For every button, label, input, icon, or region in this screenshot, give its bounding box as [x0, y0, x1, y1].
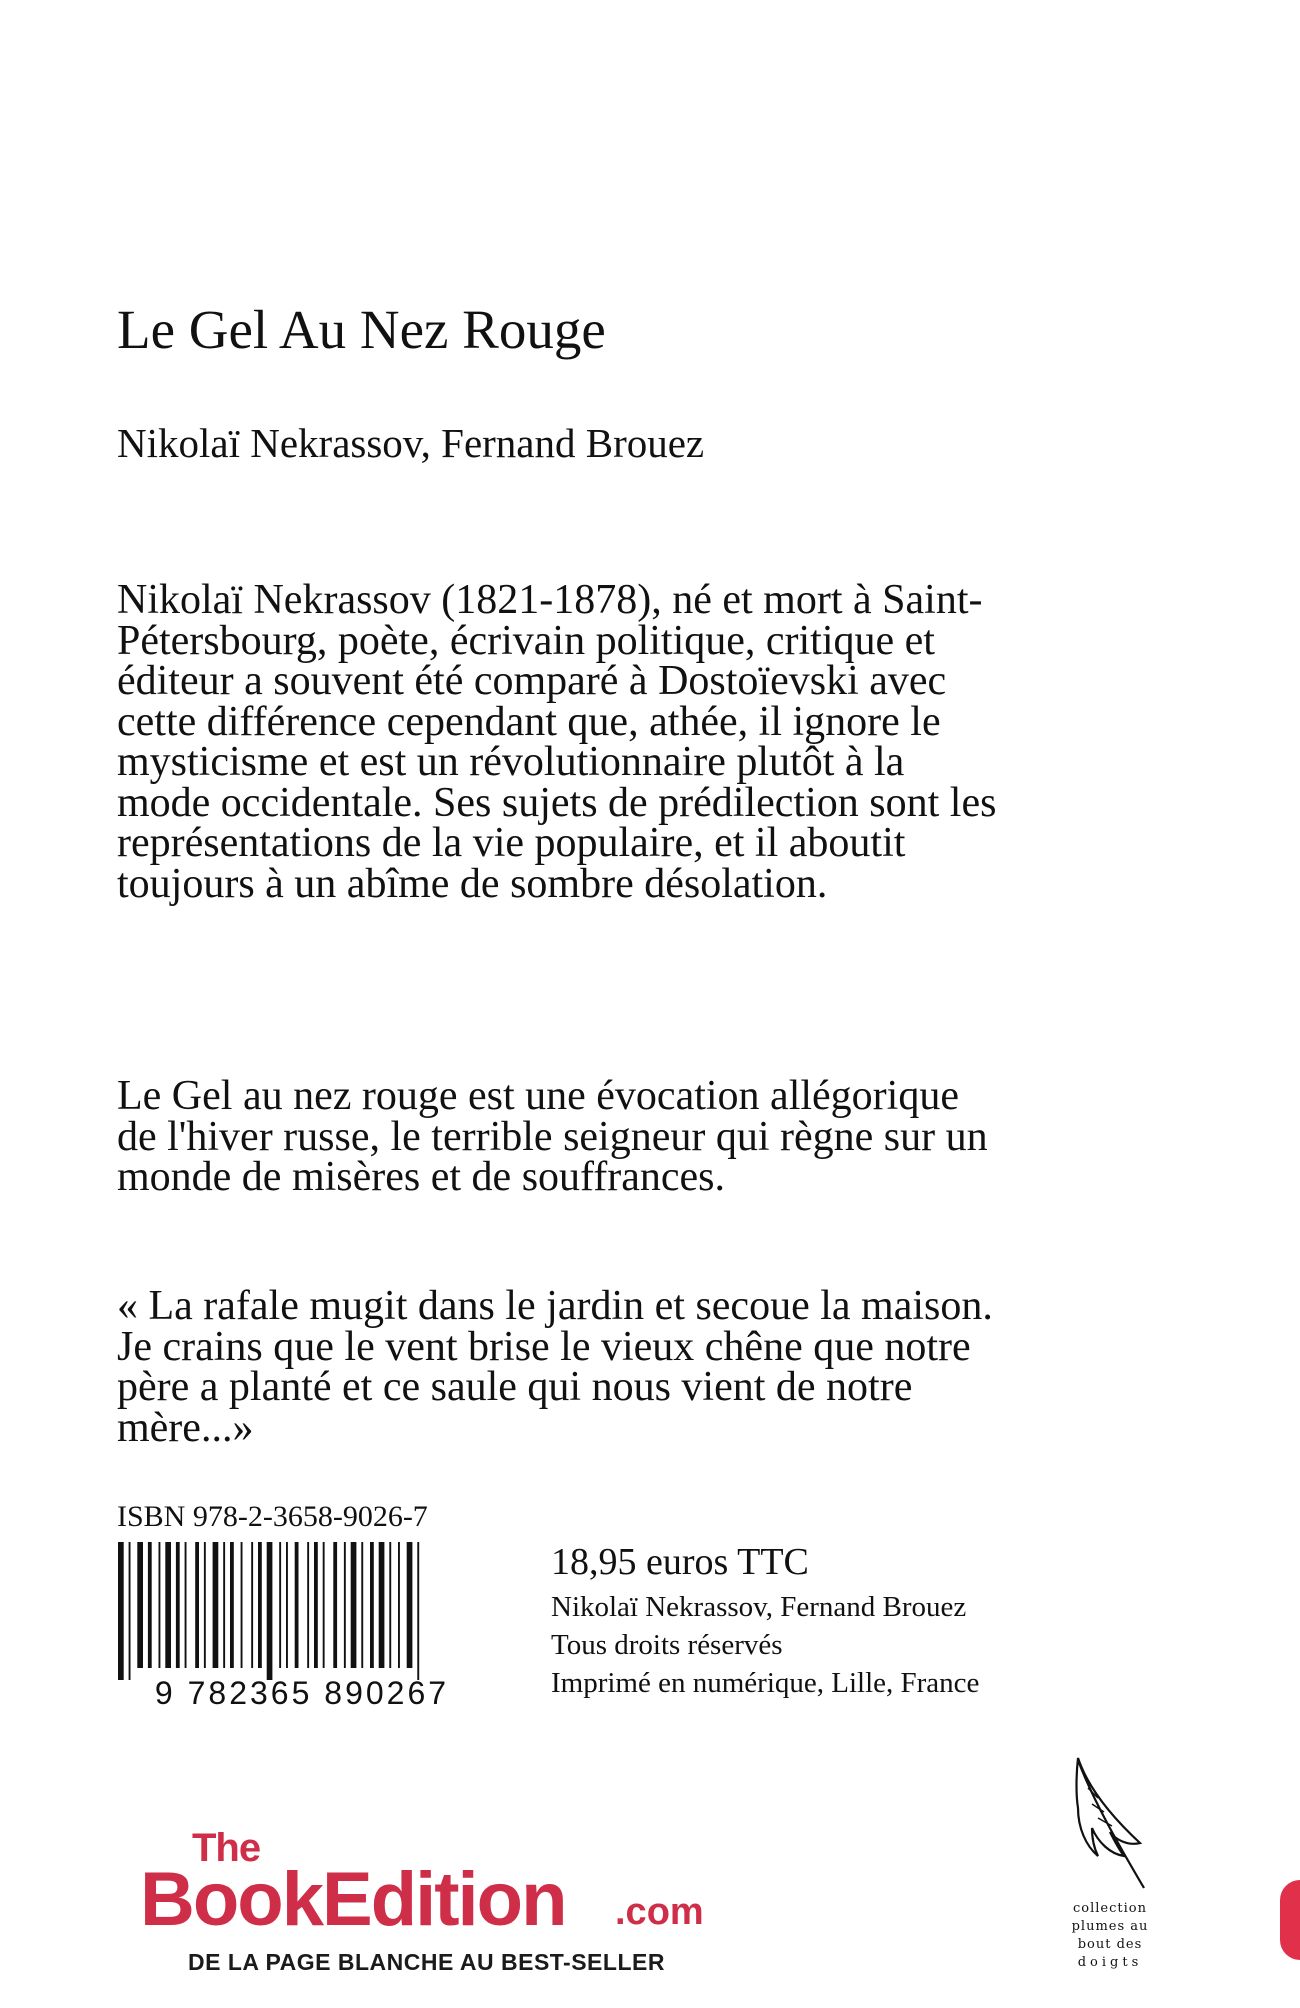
collection-line: bout des — [1077, 1937, 1143, 1952]
barcode-bar — [118, 1542, 124, 1680]
isbn-label: ISBN 978-2-3658-9026-7 — [117, 1500, 428, 1533]
barcode-digits: 9 782365 890267 — [154, 1675, 450, 1710]
barcode-bar — [379, 1542, 385, 1668]
isbn-barcode — [112, 1534, 492, 1710]
book-title: Le Gel Au Nez Rouge — [117, 299, 606, 360]
barcode-bar — [389, 1542, 391, 1668]
publisher-tagline: DE LA PAGE BLANCHE AU BEST-SELLER — [188, 1949, 665, 1975]
publisher-logo — [140, 1826, 704, 1988]
barcode-bar — [129, 1542, 131, 1680]
barcode-bar — [333, 1542, 337, 1668]
barcode-bar — [185, 1542, 187, 1668]
collection-line: plumes au — [1071, 1919, 1149, 1934]
quote-paragraph: « La rafale mugit dans le jardin et secoue la maison. Je crains que le vent brise le vieux chêne que notre père a planté et ce saule qui nous vient de notre mère...» — [117, 1283, 993, 1451]
barcode-bar — [351, 1542, 357, 1668]
barcode-bar — [204, 1542, 206, 1668]
barcode-bar — [407, 1542, 413, 1668]
barcode-bar — [137, 1542, 143, 1668]
printing-info: Imprimé en numérique, Lille, France — [551, 1667, 980, 1699]
barcode-bar — [165, 1542, 171, 1668]
barcode-bar — [159, 1542, 161, 1668]
barcode-bar — [279, 1542, 281, 1668]
rights-authors: Nikolaï Nekrassov, Fernand Brouez — [551, 1591, 967, 1623]
publisher-logo-name: BookEdition — [140, 1857, 566, 1942]
barcode-bar — [307, 1542, 309, 1668]
collection-logo — [1040, 1748, 1190, 1988]
barcode-bar — [241, 1542, 243, 1668]
publisher-logo-the: The — [192, 1826, 261, 1870]
barcode-bar — [370, 1542, 374, 1668]
synopsis-paragraph: Nikolaï Nekrassov (1821-1878), né et mort à Saint-Pétersbourg, poète, écrivain politique, critique et éditeur a souvent été comparé à Dostoïevski avec cette différence cependant que, athée, il ignore le mysticisme et est un révolutionnaire plutôt à la mode occidentale. Ses sujets de prédilection sont les représentations de la vie populaire, et il aboutit toujours à un abîme de sombre désolation. — [117, 577, 997, 907]
barcode-bar — [267, 1542, 273, 1680]
barcode-bar — [295, 1542, 299, 1668]
barcode-bar — [195, 1542, 199, 1668]
barcode-bar — [323, 1542, 325, 1668]
barcode-bar — [417, 1542, 419, 1680]
barcode-bar — [148, 1542, 152, 1668]
barcode-bar — [258, 1542, 262, 1668]
barcode-bar — [398, 1542, 400, 1668]
synopsis-paragraph: Le Gel au nez rouge est une évocation allégorique de l'hiver russe, le terrible seigneur qui règne sur un monde de misères et de souffrances. — [117, 1073, 988, 1200]
barcode-bar — [213, 1542, 219, 1668]
barcode-bar — [314, 1542, 318, 1668]
barcode-bar — [230, 1542, 234, 1668]
barcode-bar — [361, 1542, 363, 1668]
collection-line: collection — [1073, 1901, 1147, 1916]
publisher-logo-domain: .com — [615, 1891, 704, 1933]
edge-mark — [1280, 1880, 1300, 1960]
rights-reserved: Tous droits réservés — [551, 1629, 783, 1661]
price: 18,95 euros TTC — [551, 1541, 809, 1583]
feather-icon — [1058, 1748, 1158, 1898]
barcode-bar — [344, 1542, 346, 1668]
barcode-bar — [176, 1542, 180, 1668]
book-authors: Nikolaï Nekrassov, Fernand Brouez — [117, 420, 705, 466]
barcode-bar — [223, 1542, 225, 1668]
barcode-bar — [286, 1542, 288, 1668]
collection-line: doigts — [1077, 1955, 1143, 1970]
barcode-bar — [251, 1542, 253, 1668]
